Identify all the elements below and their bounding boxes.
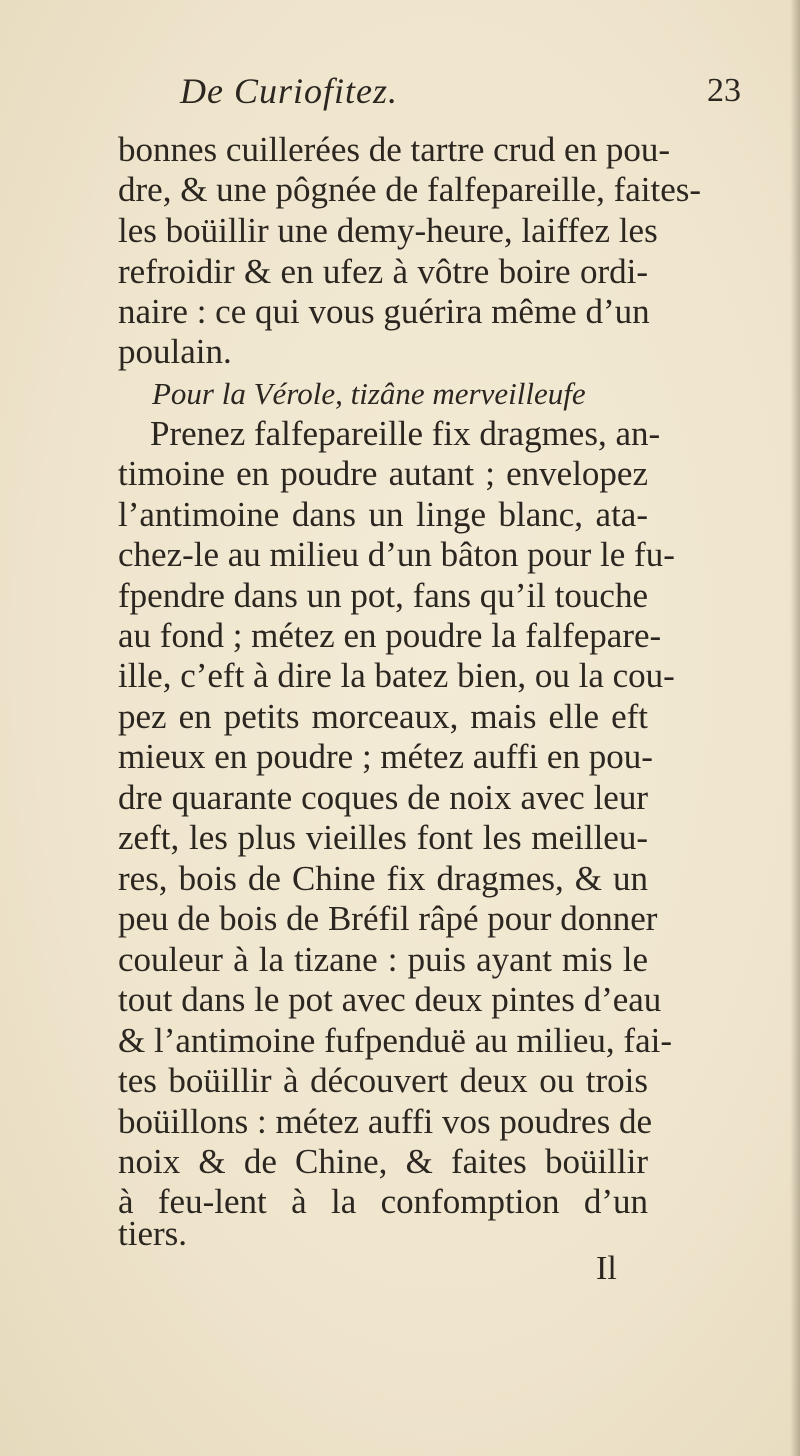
text-line: fpendre dans un pot, fans qu’il touche — [118, 576, 648, 615]
page-edge-shadow — [790, 0, 800, 1456]
text-line: ille, c’eft à dire la batez bien, ou la cou- — [118, 656, 675, 695]
text-line: noix & de Chine, & faites boüillir — [118, 1142, 648, 1181]
text-line: timoine en poudre autant ; envelopez — [118, 454, 648, 493]
text-line: couleur à la tizane : puis ayant mis le — [118, 940, 648, 979]
text-line: refroidir & en ufez à vôtre boire ordi- — [118, 252, 648, 291]
running-head: De Curiofitez. — [180, 71, 398, 111]
text-line: res, bois de Chine fix dragmes, & un — [118, 859, 648, 898]
text-line: pez en petits morceaux, mais elle eft — [118, 697, 648, 736]
section-heading: Pour la Vérole, tizâne merveilleufe — [152, 376, 586, 411]
page-number: 23 — [707, 72, 741, 109]
text-line: dre, & une pôgnée de falfepareille, faites- — [118, 170, 702, 209]
text-line: zeft, les plus vieilles font les meilleu- — [118, 818, 648, 857]
text-line: Prenez falfepareille fix dragmes, an- — [150, 414, 661, 453]
text-line: naire : ce qui vous guérira même d’un — [118, 292, 650, 331]
text-line: l’antimoine dans un linge blanc, ata- — [118, 495, 648, 534]
text-line: à feu-lent à la confomption d’un — [118, 1182, 648, 1221]
text-line: au fond ; métez en poudre la falfepare- — [118, 616, 662, 655]
text-line: tes boüillir à découvert deux ou trois — [118, 1061, 648, 1100]
text-line: poulain. — [118, 332, 232, 371]
text-line: chez-le au milieu d’un bâton pour le fu- — [118, 535, 675, 574]
catchword: Il — [596, 1250, 617, 1287]
text-line: & l’antimoine fufpenduë au milieu, fai- — [118, 1021, 672, 1060]
text-line: mieux en poudre ; métez auffi en pou- — [118, 737, 653, 776]
text-line: bonnes cuillerées de tartre crud en pou- — [118, 130, 670, 169]
text-line: peu de bois de Bréfil râpé pour donner — [118, 899, 658, 938]
text-line: dre quarante coques de noix avec leur — [118, 778, 648, 817]
text-line: tiers. — [118, 1214, 188, 1253]
text-line: les boüillir une demy-heure, laiffez les — [118, 211, 658, 250]
text-line: tout dans le pot avec deux pintes d’eau — [118, 980, 662, 1019]
text-line: boüillons : métez auffi vos poudres de — [118, 1102, 652, 1141]
